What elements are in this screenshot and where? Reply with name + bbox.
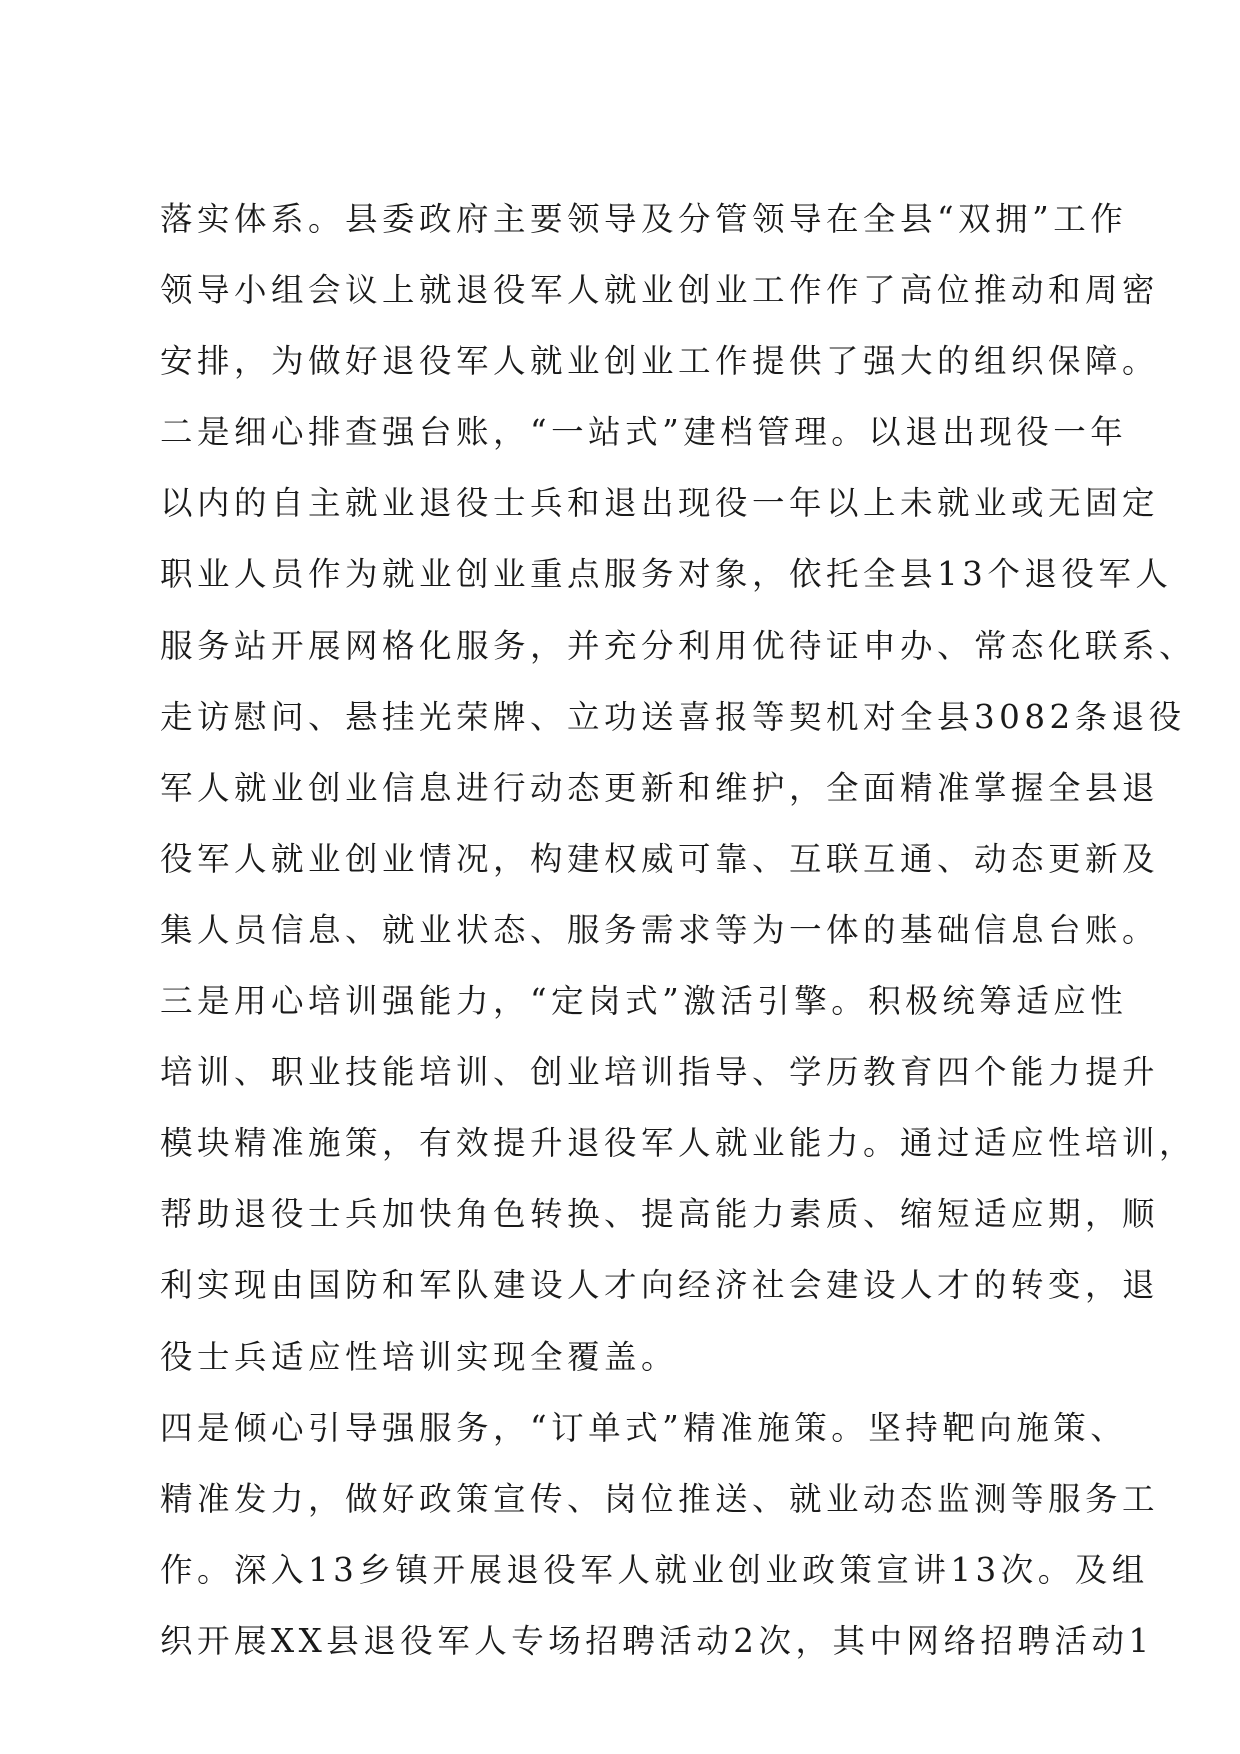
- text-line: 二是细心排查强台账，“一站式”建档管理。以退出现役一年: [160, 413, 1128, 452]
- text-line: 服务站开展网格化服务，并充分利用优待证申办、常态化联系、: [160, 626, 1197, 665]
- text-line: 役士兵适应性培训实现全覆盖。: [160, 1337, 679, 1376]
- text-line: 领导小组会议上就退役军人就业创业工作作了高位推动和周密: [160, 271, 1160, 310]
- text-line: 三是用心培训强能力，“定岗式”激活引擎。积极统筹适应性: [160, 982, 1128, 1021]
- text-line: 帮助退役士兵加快角色转换、提高能力素质、缩短适应期，顺: [160, 1195, 1160, 1234]
- text-line: 军人就业创业信息进行动态更新和维护，全面精准掌握全县退: [160, 768, 1160, 807]
- text-line: 作。深入13乡镇开展退役军人就业创业政策宣讲13次。及组: [160, 1550, 1149, 1589]
- text-line: 培训、职业技能培训、创业培训指导、学历教育四个能力提升: [160, 1053, 1160, 1092]
- text-line: 安排，为做好退役军人就业创业工作提供了强大的组织保障。: [160, 342, 1160, 381]
- text-line: 利实现由国防和军队建设人才向经济社会建设人才的转变，退: [160, 1266, 1160, 1305]
- text-line: 织开展XX县退役军人专场招聘活动2次，其中网络招聘活动1: [160, 1621, 1154, 1660]
- text-line: 落实体系。县委政府主要领导及分管领导在全县“双拥”工作: [160, 200, 1128, 238]
- text-line: 役军人就业创业情况，构建权威可靠、互联互通、动态更新及: [160, 839, 1160, 878]
- text-line: 集人员信息、就业状态、服务需求等为一体的基础信息台账。: [160, 910, 1160, 949]
- text-line: 四是倾心引导强服务，“订单式”精准施策。坚持靶向施策、: [160, 1408, 1128, 1447]
- text-line: 以内的自主就业退役士兵和退出现役一年以上未就业或无固定: [160, 484, 1160, 523]
- text-line: 模块精准施策，有效提升退役军人就业能力。通过适应性培训，: [160, 1124, 1197, 1163]
- body-text: [160, 184, 1197, 1677]
- text-line: 职业人员作为就业创业重点服务对象，依托全县13个退役军人: [160, 555, 1173, 594]
- text-line: 精准发力，做好政策宣传、岗位推送、就业动态监测等服务工: [160, 1479, 1160, 1518]
- text-line: 走访慰问、悬挂光荣牌、立功送喜报等契机对全县3082条退役: [160, 697, 1186, 736]
